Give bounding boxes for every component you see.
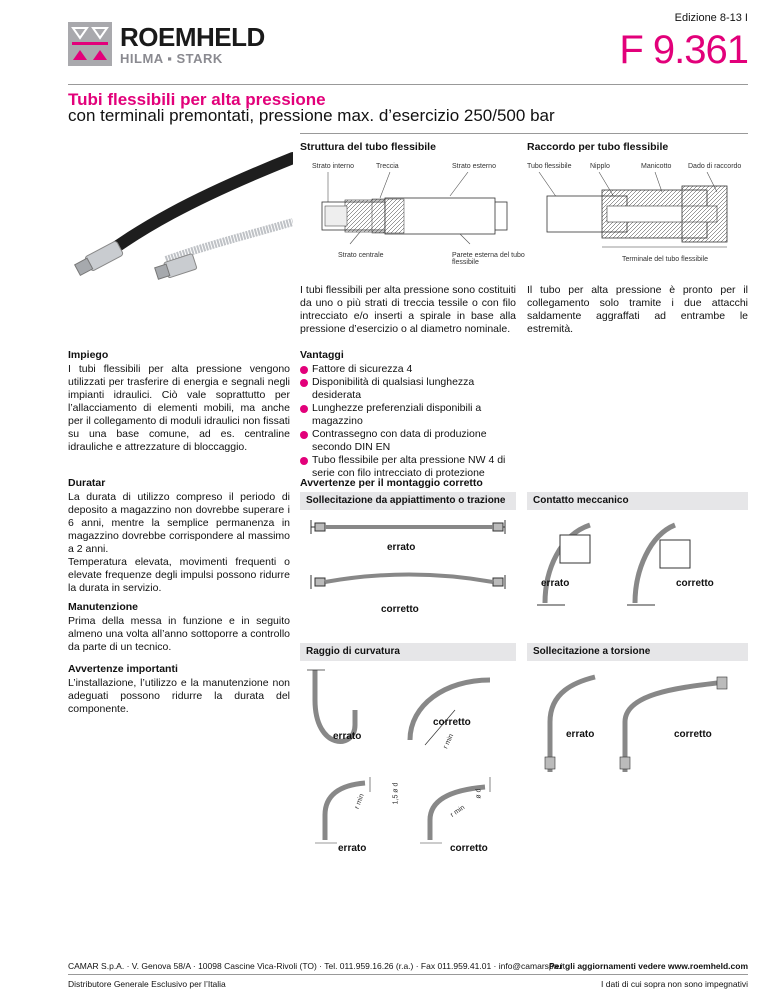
manutenzione-heading: Manutenzione: [68, 601, 138, 613]
tension-wrong-label: errato: [387, 542, 416, 553]
label-hose: Tubo flessibile: [527, 163, 572, 170]
page-subtitle: con terminali premontati, pressione max. d’esercizio 250/500 bar: [68, 106, 555, 125]
impiego-text: I tubi flessibili per alta pressione vengono utilizzati per trasferire di energia e segnali negli impianti idraulici. Ciò vale soprattutto per l’allacciamento di elementi mobili, ma anche per il collegamento di moduli idraulici non fissati su una base comune, ad es. centraline idrauliche e attrezzature di bloccaggio.: [68, 363, 290, 453]
label-inner-layer: Strato interno: [312, 163, 355, 170]
label-outer-layer: Strato esterno: [452, 163, 496, 170]
vantaggi-item: Lunghezze preferenziali disponibili a magazzino: [300, 402, 516, 428]
header-divider: [68, 84, 748, 85]
tension-correct-label: corretto: [381, 604, 419, 615]
box-torsion: Sollecitazione a torsione: [527, 643, 748, 661]
intro-right-text: Il tubo per alta pressione è pronto per il collegamento solo tramite i due attacchi saldamente aggraffati ad entrambe le estremità.: [527, 284, 748, 335]
box-flattening-tension: Sollecitazione da appiattimento o trazione: [300, 492, 516, 510]
contact-diagram: [535, 515, 745, 610]
company-logo: [68, 22, 112, 66]
avvertenze-text: L’installazione, l’utilizzo e la manutenzione non adeguati possono ridurre la durata del componente.: [68, 677, 290, 715]
hose-fitting-diagram: [527, 172, 748, 252]
label-nipple: Nipplo: [590, 163, 610, 170]
vantaggi-item: Fattore di sicurezza 4: [300, 363, 516, 376]
montaggio-heading: Avvertenze per il montaggio corretto: [300, 477, 483, 489]
vantaggi-item: Disponibilità di qualsiasi lunghezza desiderata: [300, 376, 516, 402]
edition-label: Edizione 8-13 I: [674, 12, 748, 24]
footer-updates: Per gli aggiornamenti vedere www.roemheld.com: [548, 961, 748, 971]
tension-diagram: [305, 515, 515, 615]
footer-disclaimer: I dati di cui sopra non sono impegnativi: [601, 979, 748, 989]
vantaggi-item: Tubo flessibile per alta pressione NW 4 di serie con filo intrecciato di protezione: [300, 454, 516, 480]
impiego-heading: Impiego: [68, 349, 109, 361]
brand-name: ROEMHELD: [120, 22, 265, 52]
document-number: F 9.361: [619, 28, 748, 72]
footer-distributor: Distributore Generale Esclusivo per l’Italia: [68, 979, 226, 989]
bend-radius-diagram: [305, 665, 515, 760]
label-nut: Dado di raccordo: [688, 163, 742, 170]
bend-correct-label: corretto: [433, 717, 471, 728]
duratar-heading: Duratar: [68, 477, 106, 489]
vantaggi-list: [300, 363, 516, 480]
label-outer-wall: Parete esterna del tubo flessibile: [452, 252, 525, 266]
hose-structure-diagram: [300, 172, 515, 252]
footer-address: CAMAR S.p.A. · V. Genova 58/A · 10098 Cascine Vica-Rivoli (TO) · Tel. 011.959.16.26 (r.a.) · Fax 011.959.41.01 · info@camarspa.it: [68, 961, 565, 971]
footer-divider: [68, 974, 748, 975]
torsion-wrong-label: errato: [566, 729, 595, 740]
detail-correct-label: corretto: [450, 843, 488, 854]
contact-correct-label: corretto: [676, 578, 714, 589]
label-braid: Treccia: [376, 163, 399, 170]
bend-radius-detail-diagram: [305, 775, 515, 845]
bend-rmin-label: r min: [442, 732, 456, 751]
label-central-layer: Strato centrale: [338, 252, 384, 259]
duratar-text: La durata di utilizzo compreso il periodo di deposito a magazzino non dovrebbe superare i 6 anni, mentre la semplice permanenza in magazzino dovrebbe corrispondere al massimo a 2 anni. Temperatura elevata, movimenti frequenti o elevate frequenze degli impulsi possono ridurre la durata in servizio.: [68, 491, 290, 594]
hose-product-photo: [68, 140, 293, 315]
box-mechanical-contact: Contatto meccanico: [527, 492, 748, 510]
fitting-heading: Raccordo per tubo flessibile: [527, 141, 669, 153]
structure-heading: Struttura del tubo flessibile: [300, 141, 436, 153]
page-title: Tubi flessibili per alta pressione: [68, 90, 326, 109]
contact-wrong-label: errato: [541, 578, 570, 589]
intro-left-text: I tubi flessibili per alta pressione sono costituiti da uno o più strati di treccia tessile o con filo intrecciato e/o inserti a spirale in base alla pressione d’esercizio o al diametro nominale.: [300, 284, 516, 335]
detail-d-label: ø d: [475, 788, 483, 799]
label-sleeve: Manicotto: [641, 163, 672, 170]
vantaggi-item: Contrassegno con data di produzione secondo DIN EN: [300, 428, 516, 454]
detail-rmin-right: r min: [449, 804, 467, 819]
vantaggi-heading: Vantaggi: [300, 349, 344, 361]
torsion-correct-label: corretto: [674, 729, 712, 740]
detail-rmin-left: r min: [353, 792, 366, 811]
title-divider: [300, 133, 748, 134]
box-bend-radius: Raggio di curvatura: [300, 643, 516, 661]
torsion-diagram: [535, 662, 745, 777]
detail-wrong-label: errato: [338, 843, 367, 854]
avvertenze-heading: Avvertenze importanti: [68, 663, 178, 675]
label-terminal: Terminale del tubo flessibile: [622, 256, 708, 263]
detail-d15-label: 1,5 ø d: [392, 782, 400, 805]
sub-brand: HILMA ▪ STARK: [120, 51, 223, 66]
bend-wrong-label: errato: [333, 731, 362, 742]
logo-arrows-icon: [68, 22, 112, 66]
manutenzione-text: Prima della messa in funzione e in seguito almeno una volta all’anno sottoporre a controllo da parte di un tecnico.: [68, 615, 290, 653]
